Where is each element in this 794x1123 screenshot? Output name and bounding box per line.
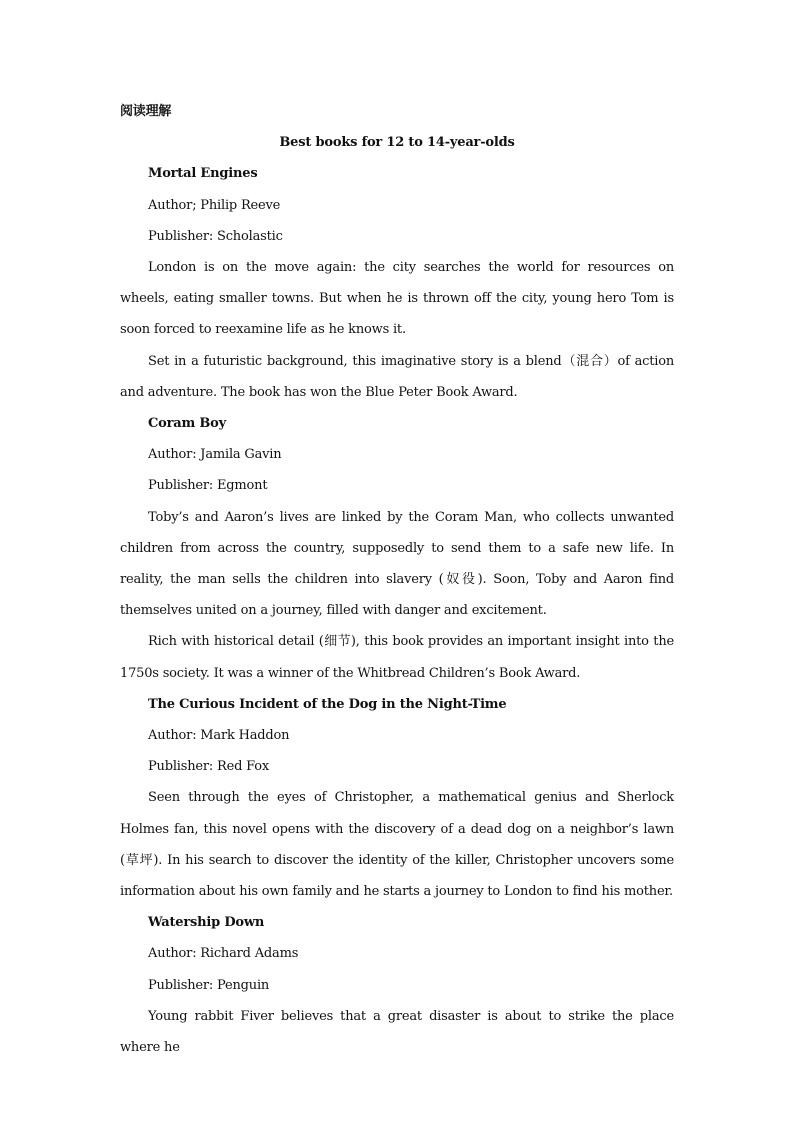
- book-description: Young rabbit Fiver believes that a great disaster is about to strike the place where he: [120, 1008, 674, 1056]
- book-description: Set in a futuristic background, this imaginative story is a blend（混合）of action and adventure. The book has won the Blue Peter Book Award.: [120, 353, 674, 400]
- book-title: Mortal Engines: [148, 166, 258, 182]
- book-title: Watership Down: [148, 915, 265, 931]
- book-title: Coram Boy: [148, 416, 226, 432]
- book-entry-mortal-engines: [120, 158, 674, 408]
- book-description: Rich with historical detail (细节), this book provides an important insight into the 1750s society. It was a winner of the Whitbread Children’s Book Award.: [120, 634, 674, 681]
- book-description: London is on the move again: the city searches the world for resources on wheels, eating smaller towns. But when he is thrown off the city, young hero Tom is soon forced to reexamine life as he knows it.: [120, 260, 674, 338]
- book-publisher: Publisher: Egmont: [148, 478, 268, 494]
- book-author: Author: Mark Haddon: [148, 728, 290, 744]
- book-publisher: Publisher: Penguin: [148, 977, 270, 993]
- book-title: The Curious Incident of the Dog in the Night-Time: [148, 696, 507, 712]
- book-publisher: Publisher: Scholastic: [148, 228, 283, 244]
- document-body: [120, 96, 674, 1063]
- document-title: Best books for 12 to 14-year-olds: [279, 135, 515, 151]
- book-description: Toby’s and Aaron’s lives are linked by the Coram Man, who collects unwanted children from across the country, supposedly to send them to a safe new life. In reality, the man sells the children into slavery (奴役). Soon, Toby and Aaron find themselves united on a journey, filled with danger and excitement.: [120, 509, 674, 619]
- book-author: Author; Philip Reeve: [148, 197, 281, 213]
- book-description: Seen through the eyes of Christopher, a mathematical genius and Sherlock Holmes fan, this novel opens with the discovery of a dead dog on a neighbor’s lawn (草坪). In his search to discover the identity of the killer, Christopher uncovers some information about his own family and he starts a journey to London to find his mother.: [120, 790, 674, 900]
- book-entry-watership-down: [120, 907, 674, 1063]
- book-entry-coram-boy: [120, 408, 674, 689]
- book-author: Author: Jamila Gavin: [148, 447, 282, 463]
- book-entry-curious-incident: [120, 689, 674, 907]
- book-publisher: Publisher: Red Fox: [148, 759, 270, 775]
- book-author: Author: Richard Adams: [148, 946, 299, 962]
- section-label: 阅读理解: [120, 104, 172, 119]
